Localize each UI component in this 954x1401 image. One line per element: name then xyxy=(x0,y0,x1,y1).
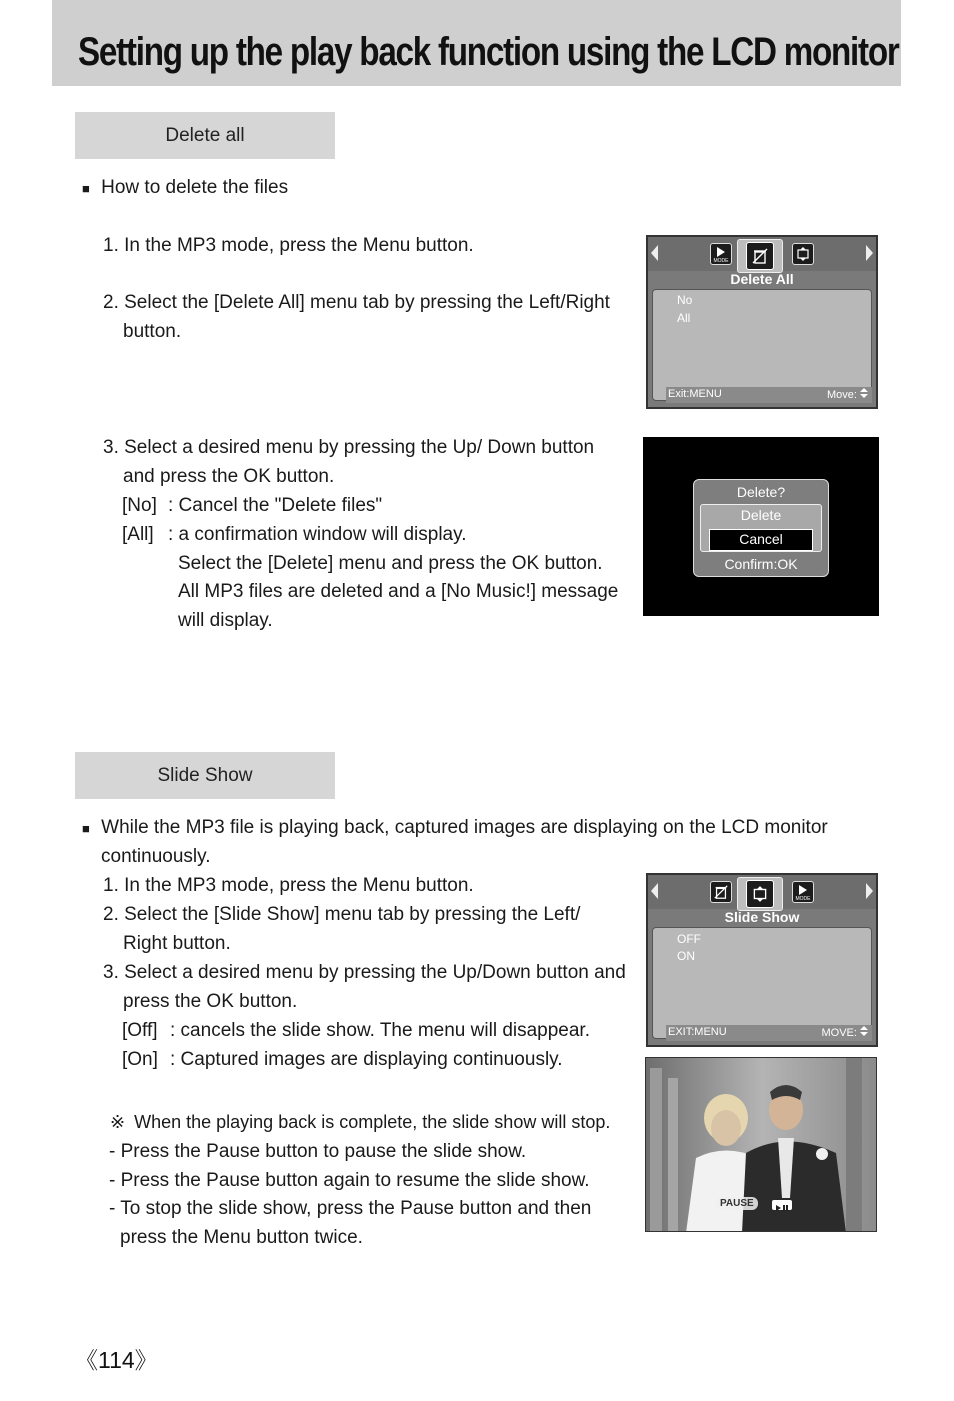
option-no-desc: : Cancel the "Delete files" xyxy=(168,495,383,516)
pause-label: PAUSE xyxy=(716,1197,758,1210)
page-title: Setting up the play back function using the LCD monitor xyxy=(78,30,899,74)
slide-show-icon xyxy=(737,877,783,911)
slide-tip-3-line-1: - To stop the slide show, press the Pause button and then xyxy=(109,1198,592,1219)
option-on-key: [On] xyxy=(122,1049,158,1070)
slide-show-icon xyxy=(792,243,814,265)
delete-step-3-line-1: 3. Select a desired menu by pressing the Up/ Down button xyxy=(103,437,595,458)
lcd-topbar xyxy=(648,237,876,271)
intro-delete xyxy=(82,173,288,203)
delete-step-3-line-2: and press the OK button. xyxy=(123,466,335,487)
option-off-key: [Off] xyxy=(122,1020,158,1041)
right-arrow-icon xyxy=(866,245,873,261)
delete-step-1: 1. In the MP3 mode, press the Menu button. xyxy=(103,235,474,256)
lcd-footer-move-label: MOVE: xyxy=(821,1027,857,1039)
play-mode-icon xyxy=(792,881,814,903)
lcd-footer-exit: EXIT:MENU xyxy=(668,1026,727,1038)
lcd-option-on: ON xyxy=(677,949,695,963)
intro-slide-text: While the MP3 file is playing back, captured images are displaying on the LCD monitor xyxy=(101,817,828,838)
lcd-option-all: All xyxy=(677,311,691,325)
lcd-footer xyxy=(666,387,872,403)
right-arrow-icon xyxy=(866,883,873,899)
slide-tip-1: - Press the Pause button to pause the slide show. xyxy=(109,1141,527,1162)
note-mark: ※ xyxy=(110,1112,126,1132)
slide-step-3-line-2: press the OK button. xyxy=(123,991,298,1012)
slide-step-2-line-2: Right button. xyxy=(123,933,231,954)
option-no-key: [No] xyxy=(122,495,157,516)
delete-all-icon xyxy=(710,881,732,903)
option-off-desc: : cancels the slide show. The menu will disappear. xyxy=(170,1020,590,1041)
delete-step-2-line-1: 2. Select the [Delete All] menu tab by pressing the Left/Right xyxy=(103,292,610,313)
option-all-detail-1: Select the [Delete] menu and press the OK button. xyxy=(178,553,603,574)
confirm-dialog xyxy=(693,479,829,577)
lcd-heading: Slide Show xyxy=(724,909,800,925)
section-tab-delete-all xyxy=(75,112,335,159)
left-arrow-icon xyxy=(651,883,658,899)
intro-slide-line-2: continuously. xyxy=(101,846,211,867)
lcd-option-no: No xyxy=(677,293,693,307)
wedding-photo-illustration xyxy=(646,1058,877,1232)
bullet-icon: ■ xyxy=(82,821,90,836)
option-all-detail-2: All MP3 files are deleted and a [No Music!] message xyxy=(178,581,619,602)
lcd-options-panel xyxy=(652,289,872,401)
slide-note xyxy=(110,1108,610,1137)
option-all-detail-3: will display. xyxy=(178,610,273,631)
slide-tip-2: - Press the Pause button again to resume the slide show. xyxy=(109,1170,590,1191)
slide-step-3-line-1: 3. Select a desired menu by pressing the Up/Down button and xyxy=(103,962,626,983)
option-all-key: [All] xyxy=(122,524,154,545)
intro-text: How to delete the files xyxy=(101,177,289,198)
intro-slide-line-1 xyxy=(82,813,828,843)
up-down-arrow-icon xyxy=(860,1026,868,1036)
lcd-footer-exit: Exit:MENU xyxy=(668,388,722,400)
page-number: 《114》 xyxy=(75,1347,158,1373)
option-all-desc: : a confirmation window will display. xyxy=(168,524,467,545)
lcd-heading: Delete All xyxy=(730,271,794,287)
lcd-topbar xyxy=(648,875,876,909)
up-down-arrow-icon xyxy=(860,388,868,398)
option-on-desc: : Captured images are displaying continuously. xyxy=(170,1049,563,1070)
section-tab-slide-show xyxy=(75,752,335,799)
slide-step-2-line-1: 2. Select the [Slide Show] menu tab by pressing the Left/ xyxy=(103,904,581,925)
lcd-delete-all-menu xyxy=(646,235,878,409)
lcd-footer xyxy=(666,1025,872,1041)
section-tab-label: Slide Show xyxy=(157,764,253,786)
left-arrow-icon xyxy=(651,245,658,261)
play-mode-icon xyxy=(710,243,732,265)
lcd-options-panel xyxy=(652,927,872,1039)
lcd-confirm-screen xyxy=(643,437,879,616)
lcd-slide-show-menu xyxy=(646,873,878,1047)
dialog-option-cancel: Cancel xyxy=(709,529,813,551)
dialog-option-delete: Delete xyxy=(740,507,782,523)
delete-all-icon xyxy=(737,239,783,273)
note-text: When the playing back is complete, the slide show will stop. xyxy=(134,1112,611,1132)
dialog-options xyxy=(700,504,822,552)
mode-label: MODE xyxy=(795,896,811,901)
play-pause-icon xyxy=(772,1200,792,1210)
bullet-icon: ■ xyxy=(82,181,90,196)
slide-tip-3-line-2: press the Menu button twice. xyxy=(120,1227,363,1248)
delete-step-2-line-2: button. xyxy=(123,321,182,342)
section-tab-label: Delete all xyxy=(165,124,245,146)
lcd-footer-move xyxy=(821,1026,868,1039)
dialog-footer: Confirm:OK xyxy=(724,556,798,572)
slide-step-1: 1. In the MP3 mode, press the Menu button. xyxy=(103,875,474,896)
dialog-title: Delete? xyxy=(736,484,786,500)
lcd-option-off: OFF xyxy=(677,932,701,946)
lcd-footer-move xyxy=(827,388,868,401)
slide-show-photo xyxy=(645,1057,877,1232)
mode-label: MODE xyxy=(713,258,729,263)
lcd-footer-move-label: Move: xyxy=(826,389,857,401)
